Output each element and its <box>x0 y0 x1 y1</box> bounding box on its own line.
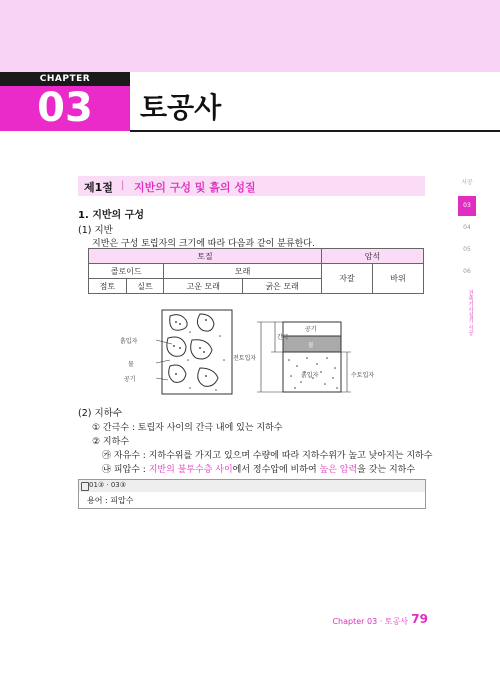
confined-prefix: ㉯ 피압수 : <box>102 465 149 475</box>
side-tab-4[interactable]: 05 <box>463 246 471 253</box>
label-soil-particle: 흙입자 <box>120 338 138 345</box>
table-cell-gravel: 자갈 <box>322 264 373 294</box>
table-cell-fine-sand: 고운 모래 <box>164 279 243 294</box>
top-band <box>0 0 500 72</box>
soil-particle-figure <box>120 308 240 398</box>
heading-1: 1. 지반의 구성 <box>78 210 145 221</box>
footer-chapter: Chapter 03 · 토공사 <box>332 617 408 626</box>
side-tab-1[interactable]: 시공 <box>461 179 473 186</box>
soil-particle-drawing <box>120 308 240 398</box>
label-solid-volume: 수토입자 <box>351 372 375 379</box>
side-vertical-text: 건축기사실기 시공 <box>467 290 473 336</box>
confined-highlight-2: 높은 압력 <box>319 465 358 475</box>
chapter-rule <box>130 130 500 132</box>
table-cell-colloid: 콜로이드 <box>89 264 164 279</box>
item-free-water: ㉮ 자유수 : 지하수위를 가지고 있으며 수량에 따라 지하수위가 높고 낮아지는 지하수 <box>102 451 433 461</box>
table-cell-clay: 점토 <box>89 279 127 294</box>
section-header <box>78 176 425 196</box>
chapter-number: 03 <box>0 86 130 131</box>
label-water: 물 <box>128 361 134 368</box>
label-air: 공기 <box>124 376 136 383</box>
confined-middle: 에서 정수압에 비하여 <box>232 465 320 475</box>
item-pore-water: ① 간극수 : 토립자 사이의 간극 내에 있는 지하수 <box>92 423 283 433</box>
table-cell-rock: 바위 <box>373 264 424 294</box>
side-tab-2[interactable]: 03 <box>458 196 476 216</box>
subheading-ground: (1) 지반 <box>78 225 113 236</box>
subheading-groundwater: (2) 지하수 <box>78 408 123 419</box>
section-separator: | <box>121 180 125 191</box>
ground-description: 지반은 구성 토립자의 크기에 따라 다음과 같이 분류한다. <box>92 239 315 249</box>
item-groundwater: ② 지하수 <box>92 437 130 447</box>
chapter-label: CHAPTER <box>0 72 130 86</box>
soil-classification-table <box>88 248 424 294</box>
section-title: 지반의 구성 및 흙의 성질 <box>134 181 256 194</box>
table-cell-coarse-sand: 굵은 모래 <box>243 279 322 294</box>
table-cell-sand: 모래 <box>164 264 322 279</box>
chapter-title: 토공사 <box>140 91 222 124</box>
book-icon <box>81 482 89 491</box>
label-water-layer: 물 <box>308 342 314 349</box>
reference-code: 01③ · 03③ <box>89 481 127 489</box>
label-solid-layer: 흙입자 <box>301 372 319 379</box>
footer-page-number: 79 <box>411 612 428 626</box>
label-void: 간극 <box>277 334 289 341</box>
item-confined-water <box>102 462 415 475</box>
confined-highlight-1: 지반의 불투수층 사이 <box>148 465 233 475</box>
label-total-volume: 전토입자 <box>233 355 257 362</box>
table-head-rock: 암석 <box>322 249 424 264</box>
side-tab-5[interactable]: 06 <box>463 268 471 275</box>
phase-diagram-figure <box>233 318 375 398</box>
table-head-soil: 토질 <box>89 249 322 264</box>
section-number: 제1절 <box>84 181 113 194</box>
reference-header <box>79 480 425 492</box>
reference-box <box>78 479 426 509</box>
reference-term: 용어 : 피압수 <box>87 496 134 505</box>
confined-suffix: 을 갖는 지하수 <box>357 465 416 475</box>
label-air-layer: 공기 <box>305 326 317 333</box>
side-tab-3[interactable]: 04 <box>463 224 471 231</box>
table-cell-silt: 실트 <box>126 279 164 294</box>
